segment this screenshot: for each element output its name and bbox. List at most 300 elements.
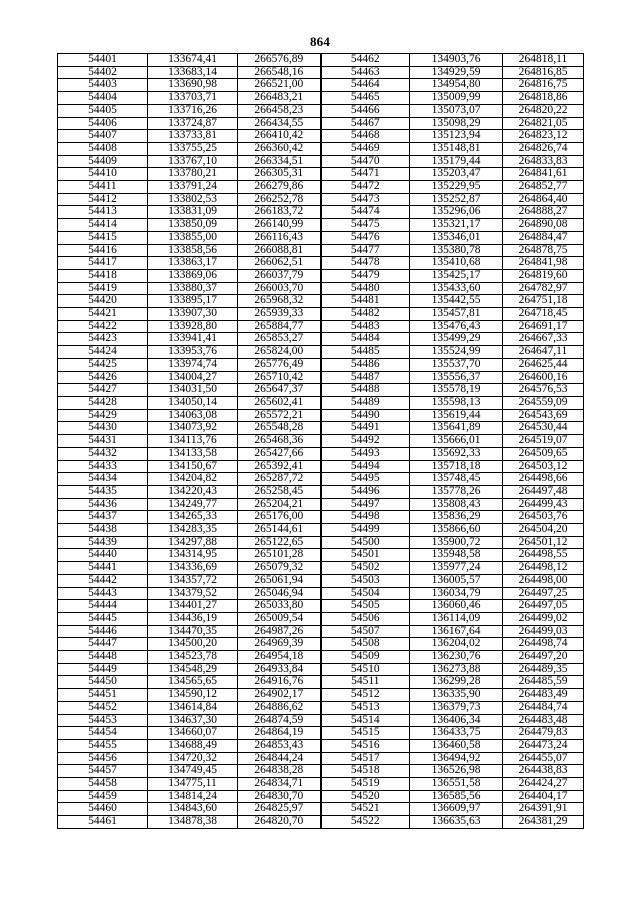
y-coordinate-right-cell: 264404,17 [503, 790, 584, 803]
point-number-right-cell: 54482 [321, 308, 410, 321]
table-row [58, 66, 584, 79]
point-number-left-cell: 54421 [58, 308, 148, 321]
x-coordinate-left-cell: 134314,95 [148, 549, 238, 562]
point-number-left-cell: 54408 [58, 142, 148, 155]
y-coordinate-left-cell: 265939,33 [238, 308, 321, 321]
x-coordinate-right-cell: 135900,72 [410, 536, 503, 549]
point-number-left-cell: 54460 [58, 803, 148, 816]
x-coordinate-left-cell: 134004,27 [148, 371, 238, 384]
y-coordinate-right-cell: 264483,49 [503, 689, 584, 702]
x-coordinate-left-cell: 133869,06 [148, 269, 238, 282]
x-coordinate-right-cell: 136635,63 [410, 816, 503, 829]
point-number-right-cell: 54496 [321, 485, 410, 498]
y-coordinate-left-cell: 265144,61 [238, 524, 321, 537]
x-coordinate-left-cell: 134660,07 [148, 727, 238, 740]
y-coordinate-right-cell: 264559,09 [503, 396, 584, 409]
table-row [58, 206, 584, 219]
table-row [58, 790, 584, 803]
y-coordinate-left-cell: 266360,42 [238, 142, 321, 155]
y-coordinate-left-cell: 264825,97 [238, 803, 321, 816]
x-coordinate-left-cell: 133953,76 [148, 346, 238, 359]
y-coordinate-right-cell: 264890,08 [503, 219, 584, 232]
x-coordinate-right-cell: 135808,43 [410, 498, 503, 511]
table-row [58, 155, 584, 168]
x-coordinate-right-cell: 135148,81 [410, 142, 503, 155]
table-row [58, 739, 584, 752]
point-number-left-cell: 54436 [58, 498, 148, 511]
x-coordinate-left-cell: 134073,92 [148, 422, 238, 435]
point-number-left-cell: 54438 [58, 524, 148, 537]
y-coordinate-left-cell: 264969,39 [238, 638, 321, 651]
y-coordinate-right-cell: 264504,20 [503, 524, 584, 537]
table-row [58, 142, 584, 155]
y-coordinate-right-cell: 264816,75 [503, 79, 584, 92]
x-coordinate-left-cell: 134843,60 [148, 803, 238, 816]
table-row [58, 549, 584, 562]
y-coordinate-left-cell: 264902,17 [238, 689, 321, 702]
point-number-left-cell: 54411 [58, 181, 148, 194]
table-row [58, 104, 584, 117]
y-coordinate-right-cell: 264498,55 [503, 549, 584, 562]
x-coordinate-left-cell: 133724,87 [148, 117, 238, 130]
point-number-right-cell: 54480 [321, 282, 410, 295]
point-number-left-cell: 54450 [58, 676, 148, 689]
table-row [58, 396, 584, 409]
y-coordinate-left-cell: 265079,32 [238, 562, 321, 575]
x-coordinate-left-cell: 134249,77 [148, 498, 238, 511]
table-row [58, 54, 584, 67]
point-number-right-cell: 54497 [321, 498, 410, 511]
x-coordinate-right-cell: 136379,73 [410, 701, 503, 714]
y-coordinate-right-cell: 264391,91 [503, 803, 584, 816]
point-number-left-cell: 54403 [58, 79, 148, 92]
table-row [58, 79, 584, 92]
y-coordinate-left-cell: 266410,42 [238, 130, 321, 143]
point-number-right-cell: 54518 [321, 765, 410, 778]
table-row [58, 676, 584, 689]
y-coordinate-left-cell: 265176,00 [238, 511, 321, 524]
table-row [58, 193, 584, 206]
point-number-right-cell: 54508 [321, 638, 410, 651]
point-number-left-cell: 54402 [58, 66, 148, 79]
x-coordinate-right-cell: 135748,45 [410, 473, 503, 486]
table-row [58, 511, 584, 524]
point-number-left-cell: 54425 [58, 358, 148, 371]
point-number-right-cell: 54513 [321, 701, 410, 714]
point-number-left-cell: 54428 [58, 396, 148, 409]
x-coordinate-right-cell: 136299,28 [410, 676, 503, 689]
y-coordinate-right-cell: 264499,03 [503, 625, 584, 638]
point-number-right-cell: 54490 [321, 409, 410, 422]
y-coordinate-right-cell: 264497,20 [503, 651, 584, 664]
y-coordinate-left-cell: 266088,81 [238, 244, 321, 257]
x-coordinate-right-cell: 136460,58 [410, 739, 503, 752]
page-number: 864 [309, 34, 331, 49]
y-coordinate-right-cell: 264818,86 [503, 92, 584, 105]
point-number-left-cell: 54412 [58, 193, 148, 206]
y-coordinate-left-cell: 265647,37 [238, 384, 321, 397]
x-coordinate-left-cell: 134150,67 [148, 460, 238, 473]
x-coordinate-right-cell: 136551,58 [410, 778, 503, 791]
x-coordinate-right-cell: 136335,90 [410, 689, 503, 702]
x-coordinate-right-cell: 135718,18 [410, 460, 503, 473]
table-row [58, 346, 584, 359]
point-number-left-cell: 54422 [58, 320, 148, 333]
x-coordinate-left-cell: 134565,65 [148, 676, 238, 689]
x-coordinate-right-cell: 136406,34 [410, 714, 503, 727]
y-coordinate-right-cell: 264455,07 [503, 752, 584, 765]
table-row [58, 714, 584, 727]
y-coordinate-left-cell: 265392,41 [238, 460, 321, 473]
x-coordinate-right-cell: 135179,44 [410, 155, 503, 168]
y-coordinate-right-cell: 264818,11 [503, 54, 584, 67]
x-coordinate-left-cell: 134500,20 [148, 638, 238, 651]
x-coordinate-left-cell: 134031,50 [148, 384, 238, 397]
point-number-left-cell: 54413 [58, 206, 148, 219]
x-coordinate-left-cell: 134220,43 [148, 485, 238, 498]
y-coordinate-right-cell: 264718,45 [503, 308, 584, 321]
point-number-right-cell: 54494 [321, 460, 410, 473]
table-row [58, 816, 584, 829]
x-coordinate-right-cell: 135380,78 [410, 244, 503, 257]
x-coordinate-left-cell: 134336,69 [148, 562, 238, 575]
point-number-left-cell: 54405 [58, 104, 148, 117]
point-number-right-cell: 54476 [321, 231, 410, 244]
y-coordinate-left-cell: 265046,94 [238, 587, 321, 600]
table-row [58, 689, 584, 702]
table-row [58, 422, 584, 435]
x-coordinate-right-cell: 135123,94 [410, 130, 503, 143]
table-row [58, 778, 584, 791]
x-coordinate-left-cell: 133850,09 [148, 219, 238, 232]
x-coordinate-left-cell: 133863,17 [148, 257, 238, 270]
x-coordinate-left-cell: 134590,12 [148, 689, 238, 702]
y-coordinate-left-cell: 266521,00 [238, 79, 321, 92]
x-coordinate-left-cell: 134720,32 [148, 752, 238, 765]
y-coordinate-left-cell: 266062,51 [238, 257, 321, 270]
y-coordinate-left-cell: 265033,80 [238, 600, 321, 613]
y-coordinate-right-cell: 264816,85 [503, 66, 584, 79]
point-number-left-cell: 54418 [58, 269, 148, 282]
y-coordinate-right-cell: 264499,43 [503, 498, 584, 511]
point-number-left-cell: 54455 [58, 739, 148, 752]
x-coordinate-right-cell: 136609,97 [410, 803, 503, 816]
point-number-left-cell: 54439 [58, 536, 148, 549]
point-number-right-cell: 54483 [321, 320, 410, 333]
point-number-right-cell: 54499 [321, 524, 410, 537]
y-coordinate-right-cell: 264884,47 [503, 231, 584, 244]
table-row [58, 269, 584, 282]
x-coordinate-left-cell: 134357,72 [148, 574, 238, 587]
point-number-left-cell: 54427 [58, 384, 148, 397]
y-coordinate-left-cell: 266279,86 [238, 181, 321, 194]
point-number-right-cell: 54502 [321, 562, 410, 575]
table-row [58, 752, 584, 765]
x-coordinate-left-cell: 133907,30 [148, 308, 238, 321]
x-coordinate-left-cell: 134688,49 [148, 739, 238, 752]
point-number-right-cell: 54507 [321, 625, 410, 638]
point-number-right-cell: 54491 [321, 422, 410, 435]
y-coordinate-right-cell: 264647,11 [503, 346, 584, 359]
point-number-left-cell: 54461 [58, 816, 148, 829]
x-coordinate-left-cell: 134204,82 [148, 473, 238, 486]
y-coordinate-left-cell: 265009,54 [238, 612, 321, 625]
y-coordinate-left-cell: 265710,42 [238, 371, 321, 384]
point-number-right-cell: 54487 [321, 371, 410, 384]
point-number-right-cell: 54481 [321, 295, 410, 308]
x-coordinate-left-cell: 133895,17 [148, 295, 238, 308]
y-coordinate-right-cell: 264381,29 [503, 816, 584, 829]
x-coordinate-right-cell: 135499,29 [410, 333, 503, 346]
x-coordinate-left-cell: 133974,74 [148, 358, 238, 371]
x-coordinate-left-cell: 134775,11 [148, 778, 238, 791]
point-number-left-cell: 54456 [58, 752, 148, 765]
x-coordinate-left-cell: 134401,27 [148, 600, 238, 613]
x-coordinate-left-cell: 133767,10 [148, 155, 238, 168]
point-number-left-cell: 54401 [58, 54, 148, 67]
y-coordinate-right-cell: 264498,74 [503, 638, 584, 651]
point-number-right-cell: 54512 [321, 689, 410, 702]
x-coordinate-right-cell: 136005,57 [410, 574, 503, 587]
y-coordinate-left-cell: 266548,16 [238, 66, 321, 79]
table-row [58, 727, 584, 740]
point-number-left-cell: 54444 [58, 600, 148, 613]
point-number-right-cell: 54474 [321, 206, 410, 219]
x-coordinate-right-cell: 135836,29 [410, 511, 503, 524]
table-row [58, 358, 584, 371]
table-row [58, 244, 584, 257]
x-coordinate-left-cell: 134063,08 [148, 409, 238, 422]
point-number-left-cell: 54417 [58, 257, 148, 270]
point-number-right-cell: 54519 [321, 778, 410, 791]
y-coordinate-left-cell: 265884,77 [238, 320, 321, 333]
x-coordinate-left-cell: 133703,71 [148, 92, 238, 105]
x-coordinate-left-cell: 134283,35 [148, 524, 238, 537]
x-coordinate-right-cell: 135524,99 [410, 346, 503, 359]
x-coordinate-right-cell: 135346,01 [410, 231, 503, 244]
x-coordinate-right-cell: 135425,17 [410, 269, 503, 282]
y-coordinate-right-cell: 264852,77 [503, 181, 584, 194]
point-number-right-cell: 54493 [321, 447, 410, 460]
table-row [58, 651, 584, 664]
point-number-right-cell: 54521 [321, 803, 410, 816]
y-coordinate-left-cell: 265602,41 [238, 396, 321, 409]
point-number-right-cell: 54509 [321, 651, 410, 664]
point-number-right-cell: 54479 [321, 269, 410, 282]
y-coordinate-left-cell: 265853,27 [238, 333, 321, 346]
y-coordinate-right-cell: 264841,61 [503, 168, 584, 181]
x-coordinate-left-cell: 133690,98 [148, 79, 238, 92]
point-number-right-cell: 54465 [321, 92, 410, 105]
y-coordinate-left-cell: 264834,71 [238, 778, 321, 791]
y-coordinate-left-cell: 264987,26 [238, 625, 321, 638]
y-coordinate-right-cell: 264424,27 [503, 778, 584, 791]
point-number-left-cell: 54406 [58, 117, 148, 130]
y-coordinate-left-cell: 265572,21 [238, 409, 321, 422]
y-coordinate-left-cell: 264954,18 [238, 651, 321, 664]
x-coordinate-left-cell: 133941,41 [148, 333, 238, 346]
y-coordinate-right-cell: 264499,02 [503, 612, 584, 625]
point-number-left-cell: 54435 [58, 485, 148, 498]
point-number-right-cell: 54504 [321, 587, 410, 600]
x-coordinate-right-cell: 135948,58 [410, 549, 503, 562]
y-coordinate-right-cell: 264509,65 [503, 447, 584, 460]
table-row [58, 168, 584, 181]
point-number-left-cell: 54442 [58, 574, 148, 587]
point-number-right-cell: 54505 [321, 600, 410, 613]
table-row [58, 574, 584, 587]
y-coordinate-left-cell: 266140,99 [238, 219, 321, 232]
y-coordinate-right-cell: 264438,83 [503, 765, 584, 778]
y-coordinate-right-cell: 264497,25 [503, 587, 584, 600]
point-number-right-cell: 54475 [321, 219, 410, 232]
y-coordinate-left-cell: 266183,72 [238, 206, 321, 219]
x-coordinate-right-cell: 134954,80 [410, 79, 503, 92]
x-coordinate-right-cell: 135098,29 [410, 117, 503, 130]
y-coordinate-left-cell: 264933,84 [238, 663, 321, 676]
y-coordinate-right-cell: 264473,24 [503, 739, 584, 752]
x-coordinate-right-cell: 136585,56 [410, 790, 503, 803]
point-number-left-cell: 54419 [58, 282, 148, 295]
x-coordinate-right-cell: 136494,92 [410, 752, 503, 765]
table-row [58, 701, 584, 714]
y-coordinate-left-cell: 266434,55 [238, 117, 321, 130]
point-number-left-cell: 54451 [58, 689, 148, 702]
point-number-left-cell: 54448 [58, 651, 148, 664]
y-coordinate-left-cell: 265776,49 [238, 358, 321, 371]
y-coordinate-right-cell: 264501,12 [503, 536, 584, 549]
x-coordinate-left-cell: 134436,19 [148, 612, 238, 625]
y-coordinate-left-cell: 265101,28 [238, 549, 321, 562]
x-coordinate-right-cell: 135619,44 [410, 409, 503, 422]
table-row [58, 409, 584, 422]
table-row [58, 803, 584, 816]
x-coordinate-right-cell: 135556,37 [410, 371, 503, 384]
table-row [58, 524, 584, 537]
y-coordinate-left-cell: 266003,70 [238, 282, 321, 295]
x-coordinate-right-cell: 136060,46 [410, 600, 503, 613]
x-coordinate-left-cell: 134113,76 [148, 435, 238, 448]
point-number-left-cell: 54404 [58, 92, 148, 105]
point-number-left-cell: 54423 [58, 333, 148, 346]
x-coordinate-right-cell: 134929,59 [410, 66, 503, 79]
x-coordinate-right-cell: 135578,19 [410, 384, 503, 397]
y-coordinate-right-cell: 264498,00 [503, 574, 584, 587]
y-coordinate-left-cell: 266458,23 [238, 104, 321, 117]
x-coordinate-right-cell: 135321,17 [410, 219, 503, 232]
point-number-right-cell: 54516 [321, 739, 410, 752]
y-coordinate-right-cell: 264833,83 [503, 155, 584, 168]
point-number-left-cell: 54415 [58, 231, 148, 244]
x-coordinate-right-cell: 135476,43 [410, 320, 503, 333]
table-row [58, 663, 584, 676]
point-number-right-cell: 54515 [321, 727, 410, 740]
x-coordinate-left-cell: 133791,24 [148, 181, 238, 194]
y-coordinate-left-cell: 265968,32 [238, 295, 321, 308]
y-coordinate-left-cell: 264874,59 [238, 714, 321, 727]
y-coordinate-right-cell: 264497,05 [503, 600, 584, 613]
table-row [58, 625, 584, 638]
point-number-right-cell: 54488 [321, 384, 410, 397]
x-coordinate-left-cell: 134523,78 [148, 651, 238, 664]
y-coordinate-right-cell: 264485,59 [503, 676, 584, 689]
x-coordinate-left-cell: 134637,30 [148, 714, 238, 727]
y-coordinate-right-cell: 264826,74 [503, 142, 584, 155]
point-number-left-cell: 54431 [58, 435, 148, 448]
point-number-right-cell: 54495 [321, 473, 410, 486]
table-row [58, 562, 584, 575]
x-coordinate-right-cell: 136273,88 [410, 663, 503, 676]
table-row [58, 460, 584, 473]
x-coordinate-right-cell: 135229,95 [410, 181, 503, 194]
y-coordinate-left-cell: 264853,43 [238, 739, 321, 752]
x-coordinate-left-cell: 133733,81 [148, 130, 238, 143]
y-coordinate-right-cell: 264878,75 [503, 244, 584, 257]
x-coordinate-right-cell: 135296,06 [410, 206, 503, 219]
y-coordinate-left-cell: 266252,78 [238, 193, 321, 206]
point-number-left-cell: 54426 [58, 371, 148, 384]
x-coordinate-left-cell: 134814,24 [148, 790, 238, 803]
x-coordinate-right-cell: 135433,60 [410, 282, 503, 295]
y-coordinate-right-cell: 264483,48 [503, 714, 584, 727]
table-row [58, 765, 584, 778]
x-coordinate-left-cell: 134470,35 [148, 625, 238, 638]
x-coordinate-left-cell: 134050,14 [148, 396, 238, 409]
y-coordinate-left-cell: 265258,45 [238, 485, 321, 498]
point-number-right-cell: 54472 [321, 181, 410, 194]
y-coordinate-left-cell: 264916,76 [238, 676, 321, 689]
x-coordinate-left-cell: 134265,33 [148, 511, 238, 524]
y-coordinate-right-cell: 264823,12 [503, 130, 584, 143]
table-row [58, 612, 584, 625]
point-number-right-cell: 54473 [321, 193, 410, 206]
x-coordinate-left-cell: 133855,00 [148, 231, 238, 244]
y-coordinate-right-cell: 264667,33 [503, 333, 584, 346]
y-coordinate-right-cell: 264600,16 [503, 371, 584, 384]
point-number-right-cell: 54463 [321, 66, 410, 79]
table-row [58, 282, 584, 295]
point-number-right-cell: 54468 [321, 130, 410, 143]
table-row [58, 320, 584, 333]
point-number-left-cell: 54430 [58, 422, 148, 435]
x-coordinate-right-cell: 135457,81 [410, 308, 503, 321]
point-number-right-cell: 54466 [321, 104, 410, 117]
y-coordinate-left-cell: 264820,70 [238, 816, 321, 829]
x-coordinate-right-cell: 136034,79 [410, 587, 503, 600]
point-number-right-cell: 54500 [321, 536, 410, 549]
point-number-left-cell: 54410 [58, 168, 148, 181]
point-number-left-cell: 54414 [58, 219, 148, 232]
x-coordinate-left-cell: 133674,41 [148, 54, 238, 67]
y-coordinate-left-cell: 266116,43 [238, 231, 321, 244]
coordinates-table-body [58, 54, 584, 829]
y-coordinate-right-cell: 264691,17 [503, 320, 584, 333]
point-number-right-cell: 54484 [321, 333, 410, 346]
point-number-left-cell: 54409 [58, 155, 148, 168]
y-coordinate-right-cell: 264519,07 [503, 435, 584, 448]
point-number-left-cell: 54452 [58, 701, 148, 714]
y-coordinate-left-cell: 265122,65 [238, 536, 321, 549]
table-row [58, 308, 584, 321]
x-coordinate-right-cell: 135866,60 [410, 524, 503, 537]
x-coordinate-right-cell: 135537,70 [410, 358, 503, 371]
x-coordinate-right-cell: 135666,01 [410, 435, 503, 448]
x-coordinate-left-cell: 134614,84 [148, 701, 238, 714]
point-number-left-cell: 54407 [58, 130, 148, 143]
y-coordinate-right-cell: 264503,12 [503, 460, 584, 473]
x-coordinate-left-cell: 133880,37 [148, 282, 238, 295]
x-coordinate-right-cell: 135598,13 [410, 396, 503, 409]
